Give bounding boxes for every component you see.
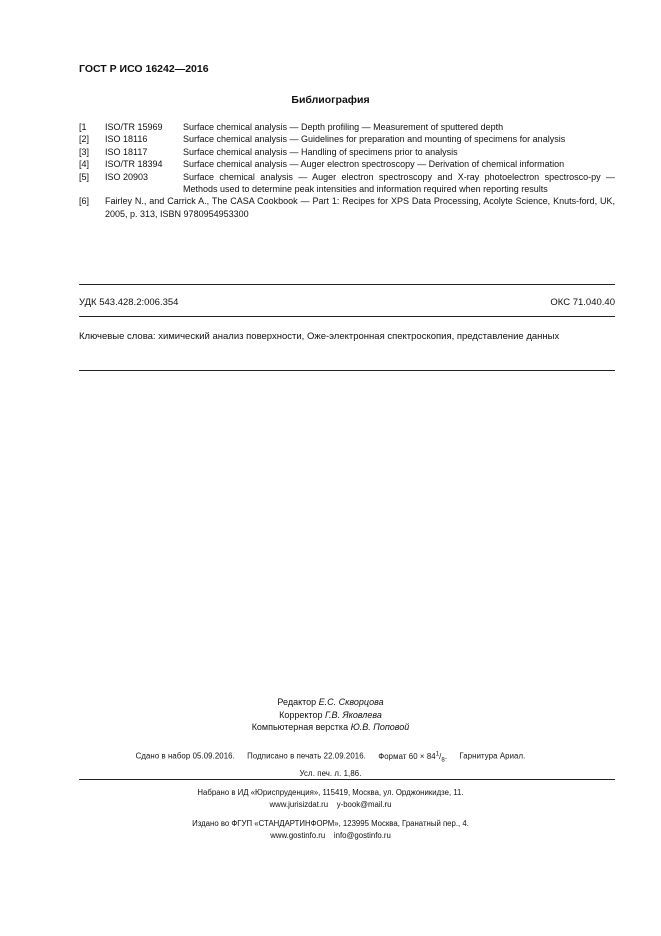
divider-top — [79, 284, 615, 285]
entry-code: ISO 18116 — [105, 134, 148, 145]
print-info — [0, 748, 661, 780]
format-prefix: Формат 60 × 84 — [378, 751, 436, 761]
format-info: Формат $60 \times 84^1/_8$. — [378, 751, 448, 764]
entry-title: Surface chemical analysis — Auger electron spectroscopy — Derivation of chemical information — [183, 159, 565, 170]
entry-code: ISO/TR 18394 — [105, 159, 163, 170]
credits-block — [0, 696, 661, 734]
typeface: Гарнитура Ариал. — [459, 751, 526, 761]
entry-title: Surface chemical analysis — Depth profiling — Measurement of sputtered depth — [183, 122, 504, 132]
entry-citation: Fairley N., and Carrick A., The CASA Cookbook — Part 1: Recipes for XPS Data Processing, Acolyte Science, Knuts-ford, UK, 2005, p. 313, ISBN 9780954953300 — [105, 196, 615, 219]
bibliography-entry — [79, 171, 615, 196]
keywords: Ключевые слова: химический анализ поверхности, Оже-электронная спектроскопия, представление данных — [79, 331, 560, 342]
entry-number: [2] — [79, 134, 90, 145]
entry-title: Surface chemical analysis — Guidelines for preparation and mounting of specimens for analysis — [183, 134, 566, 145]
typeset-block — [0, 787, 661, 810]
bibliography-entry — [79, 146, 615, 158]
bibliography-list — [79, 121, 615, 220]
divider-middle — [79, 316, 615, 317]
typeset-website[interactable]: www.jurisizdat.ru — [269, 799, 329, 809]
publisher-block — [0, 818, 661, 841]
standard-number: ГОСТ Р ИСО 16242—2016 — [79, 63, 209, 75]
entry-number: [1 — [79, 122, 87, 132]
entry-code: ISO/TR 15969 — [105, 122, 163, 132]
format-denominator: 8 — [441, 757, 445, 764]
publisher-website[interactable]: www.gostinfo.ru — [270, 830, 326, 840]
editor-name: Е.С. Скворцова — [318, 697, 384, 707]
udk-code: УДК 543.428.2:006.354 — [79, 297, 179, 308]
entry-number: [5] — [79, 171, 90, 182]
print-info-line — [0, 748, 661, 767]
divider-keywords — [79, 370, 615, 371]
publisher-email[interactable]: info@gostinfo.ru — [333, 830, 391, 840]
oks-code: ОКС 71.040.40 — [550, 297, 615, 308]
entry-code: ISO 20903 — [105, 171, 149, 182]
entry-title: Surface chemical analysis — Handling of specimens prior to analysis — [183, 146, 458, 157]
entry-number: [3] — [79, 146, 90, 157]
typeset-email[interactable]: y-book@mail.ru — [336, 799, 392, 809]
published-line: Издано во ФГУП «СТАНДАРТИНФОРМ», 123995 Москва, Гранатный пер., 4. — [192, 819, 469, 828]
bibliography-title: Библиография — [291, 94, 370, 106]
sheets-count: Усл. печ. л. 1,86. — [299, 769, 362, 779]
typeset-contacts — [0, 799, 661, 811]
bibliography-entry — [79, 158, 615, 170]
layout-label: Компьютерная верстка — [251, 722, 349, 733]
bibliography-entry — [79, 133, 615, 145]
layout-line — [0, 721, 661, 734]
editor-line — [0, 696, 661, 709]
signed-date: Подписано в печать 22.09.2016. — [247, 751, 366, 761]
bibliography-entry — [79, 195, 615, 220]
corrector-name: Г.В. Яковлева — [324, 709, 382, 720]
submitted-date: Сдано в набор 05.09.2016. — [135, 751, 235, 761]
entry-number: [6] — [79, 196, 90, 207]
typeset-line: Набрано в ИД «Юриспруденция», 115419, Москва, ул. Орджоникидзе, 11. — [197, 788, 464, 797]
editor-label: Редактор — [277, 697, 317, 707]
entry-number: [4] — [79, 159, 90, 170]
corrector-line — [0, 709, 661, 722]
bibliography-entry — [79, 121, 615, 133]
entry-code: ISO 18117 — [105, 146, 148, 157]
format-numerator: 1 — [435, 751, 440, 757]
corrector-label: Корректор — [279, 709, 323, 720]
layout-name: Ю.В. Поповой — [350, 722, 410, 733]
publisher-contacts — [0, 830, 661, 842]
entry-title: Surface chemical analysis — Auger electron spectroscopy and X-ray photoelectron spectrosco-py — Methods used to determine peak intensities and information required when reporting results — [183, 171, 615, 195]
divider-bottom — [79, 779, 615, 780]
